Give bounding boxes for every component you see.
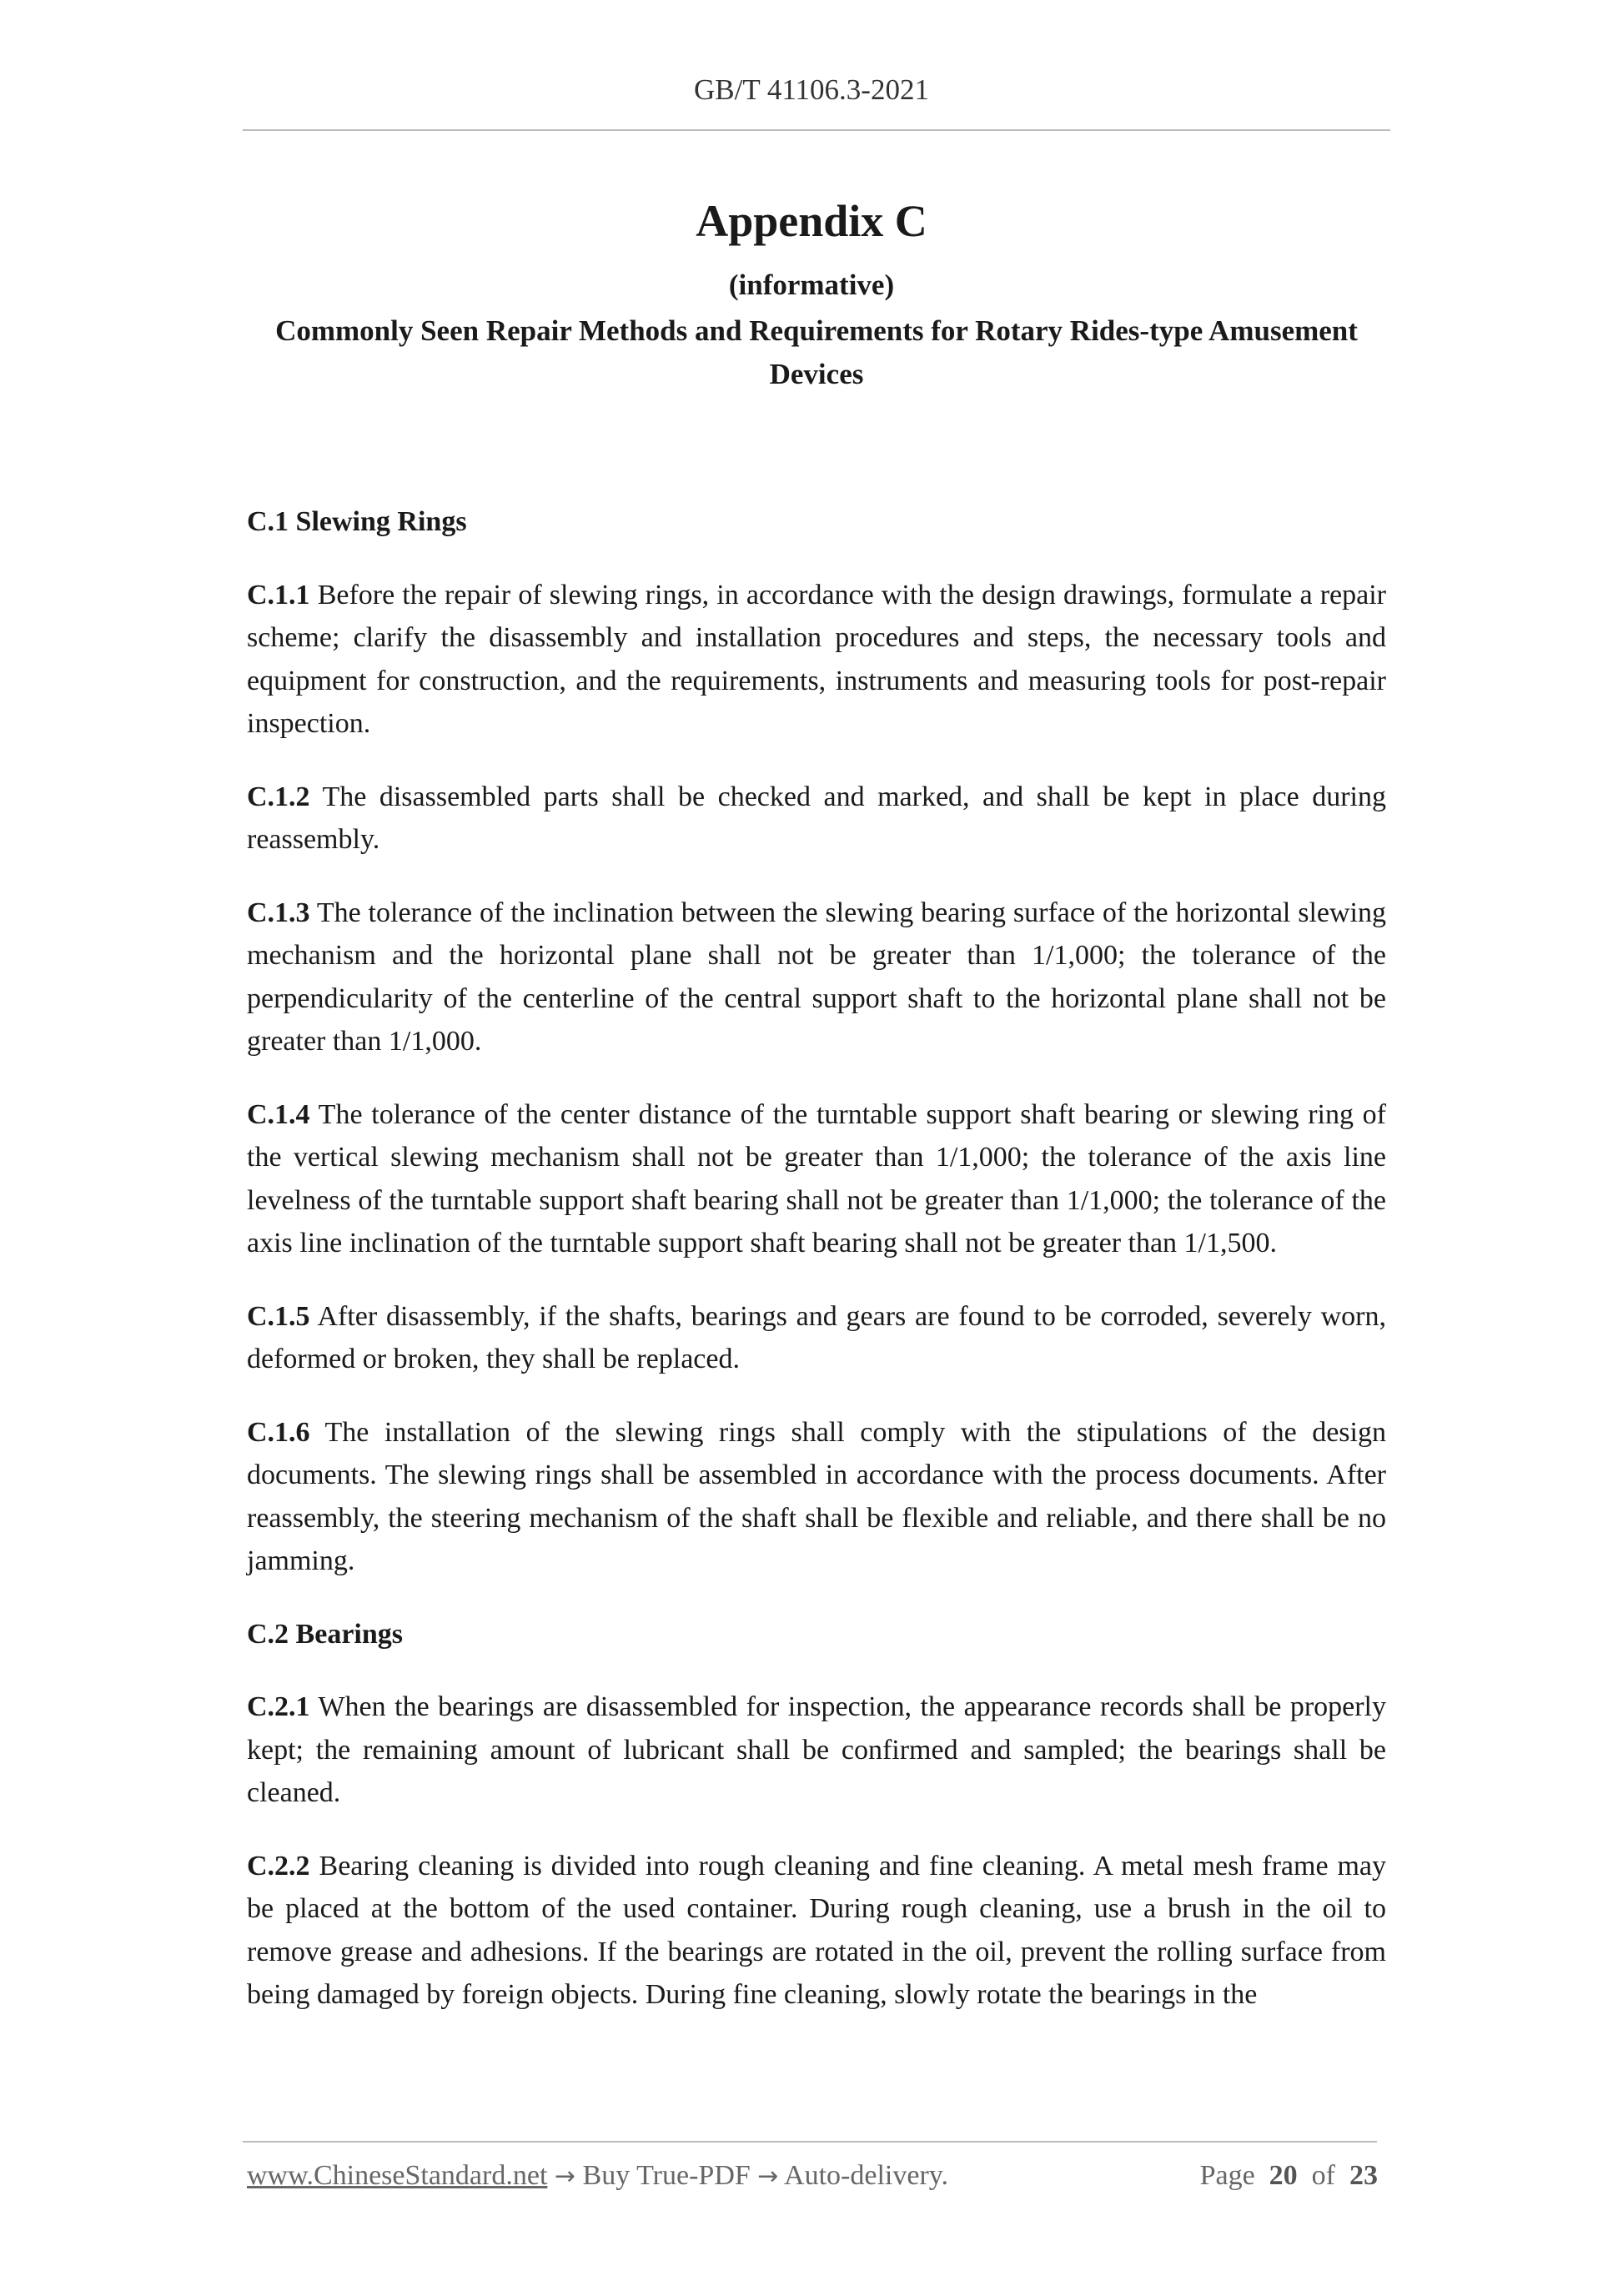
section-heading-c2: C.2 Bearings <box>247 1618 403 1650</box>
page-footer <box>247 2160 1378 2202</box>
buy-true-pdf-text: Buy True-PDF <box>582 2160 751 2191</box>
clause-c-2-1 <box>247 1686 1386 1815</box>
clause-text: After disassembly, if the shafts, bearings and gears are found to be corroded, severely worn, deformed or broken, they shall be replaced. <box>247 1300 1387 1374</box>
clause-number: C.1.1 <box>247 579 310 610</box>
page-number <box>1200 2160 1378 2192</box>
document-body <box>247 500 1386 2047</box>
header-standard-number: GB/T 41106.3-2021 <box>694 73 929 106</box>
clause-text: The disassembled parts shall be checked and marked, and shall be kept in place during reassembly. <box>247 781 1386 855</box>
clause-c-1-5 <box>247 1295 1386 1381</box>
clause-c-1-2 <box>247 776 1386 862</box>
clause-number: C.1.6 <box>247 1416 310 1448</box>
clause-text: The tolerance of the center distance of the turntable support shaft bearing or slewing ring of the vertical slewing mechanism shall not be greater than 1/1,000; the tolerance of the axis line levelness of the turntable support shaft bearing shall not be greater than 1/1,000; the tolerance of the axis line inclination of the turntable support shaft bearing shall not be greater than 1/1,500. <box>247 1098 1386 1259</box>
clause-c-1-4 <box>247 1093 1386 1265</box>
clause-text: The tolerance of the inclination between the slewing bearing surface of the horizontal slewing mechanism and the horizontal plane shall not be greater than 1/1,000; the tolerance of the perpendicularity of the centerline of the central support shaft to the horizontal plane shall not be greater than 1/1,000. <box>247 897 1387 1057</box>
clause-number: C.1.2 <box>247 781 310 812</box>
arrow-right-icon: → <box>757 2162 779 2191</box>
section-heading-c1: C.1 Slewing Rings <box>247 506 467 537</box>
footer-promo <box>247 2160 948 2192</box>
clause-number: C.2.1 <box>247 1691 310 1722</box>
page-label: Page <box>1199 2160 1255 2191</box>
clause-c-1-1 <box>247 574 1386 746</box>
header-divider <box>243 129 1390 131</box>
clause-number: C.2.2 <box>247 1850 310 1882</box>
arrow-right-icon: → <box>554 2162 576 2191</box>
of-label: of <box>1311 2160 1335 2191</box>
footer-divider <box>243 2141 1377 2143</box>
clause-c-1-6 <box>247 1411 1386 1583</box>
clause-number: C.1.4 <box>247 1098 310 1130</box>
clause-text: Before the repair of slewing rings, in accordance with the design drawings, formulate a repair scheme; clarify the disassembly and installation procedures and steps, the necessary tools and equipment for construction, and the requirements, instruments and measuring tools for post-repair inspection. <box>247 579 1386 739</box>
page-total: 23 <box>1349 2160 1378 2191</box>
clause-text: When the bearings are disassembled for inspection, the appearance records shall be properly kept; the remaining amount of lubricant shall be confirmed and sampled; the bearings shall be cleaned. <box>247 1691 1386 1808</box>
clause-text: Bearing cleaning is divided into rough cleaning and fine cleaning. A metal mesh frame may be placed at the bottom of the used container. During rough cleaning, use a brush in the oil to remove grease and adhesions. If the bearings are rotated in the oil, prevent the rolling surface from being damaged by foreign objects. During fine cleaning, slowly rotate the bearings in the <box>247 1850 1387 2010</box>
auto-delivery-text: Auto-delivery. <box>784 2160 949 2191</box>
appendix-heading: Commonly Seen Repair Methods and Requirements for Rotary Rides-type Amusement Devices <box>275 314 1358 390</box>
clause-number: C.1.3 <box>247 897 310 928</box>
page-current: 20 <box>1269 2160 1298 2191</box>
clause-text: The installation of the slewing rings shall comply with the stipulations of the design documents. The slewing rings shall be assembled in accordance with the process documents. After reassembly, the steering mechanism of the shaft shall be flexible and reliable, and there shall be no jamming. <box>247 1416 1386 1576</box>
appendix-type: (informative) <box>728 269 895 301</box>
clause-c-2-2 <box>247 1845 1386 2017</box>
appendix-title: Appendix C <box>696 196 927 246</box>
site-link[interactable]: www.ChineseStandard.net <box>247 2160 548 2191</box>
clause-number: C.1.5 <box>247 1300 310 1332</box>
clause-c-1-3 <box>247 892 1386 1063</box>
